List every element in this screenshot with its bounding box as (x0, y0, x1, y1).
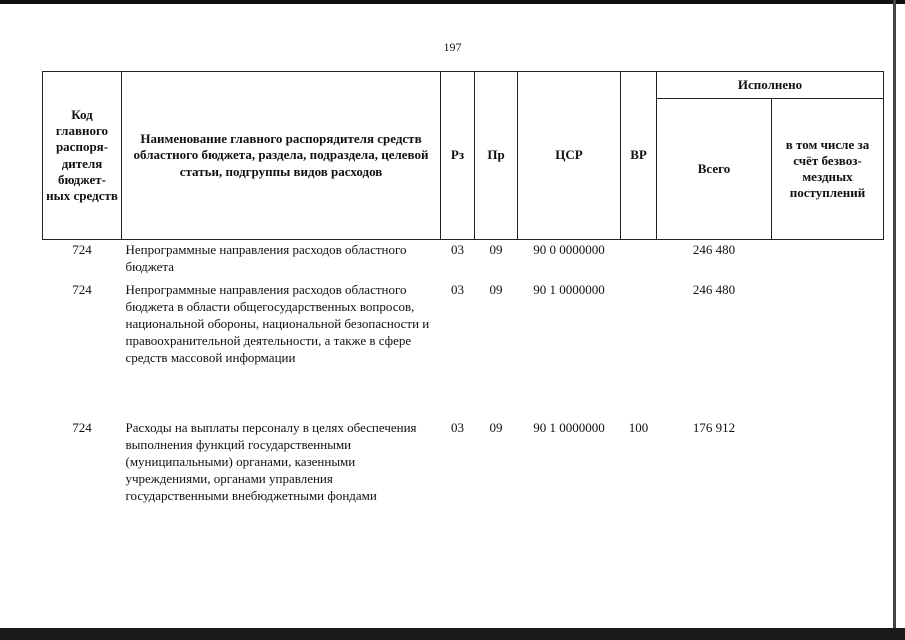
scan-border-bottom (0, 628, 905, 640)
header-csr: ЦСР (518, 72, 621, 240)
cell-total: 176 912 (692, 420, 736, 435)
scan-border-top (0, 0, 905, 4)
cell-pr: 09 (489, 242, 503, 257)
page-number: 197 (443, 40, 462, 54)
cell-rz: 03 (451, 420, 464, 435)
cell-name: Расходы на выплаты персоналу в целях обеспечения выполнения функций государственными (муниципальными) органами, казенными учреждениями, органами управления государственными внебюджетными фондами (125, 420, 417, 503)
header-incl-free: в том числе за счёт безвоз-мездных поступлений (772, 99, 884, 240)
cell-code: 724 (72, 282, 92, 297)
cell-incl-free (772, 240, 884, 282)
cell-csr: 90 1 0000000 (533, 420, 605, 435)
cell-pr: 09 (489, 282, 503, 297)
header-name: Наименование главного распорядителя средств областного бюджета, раздела, подраздела, целевой статьи, подгруппы видов расходов (122, 72, 441, 240)
cell-incl-free (772, 419, 884, 579)
cell-incl-free (772, 281, 884, 419)
cell-name: Непрограммные направления расходов областного бюджета в области общегосударственных вопросов, национальной обороны, национальной безопасности и правоохранительной деятельности, а также в сфере средств массовой информации (125, 282, 430, 365)
cell-code: 724 (72, 242, 92, 257)
cell-code: 724 (72, 420, 92, 435)
cell-total: 246 480 (692, 282, 736, 297)
cell-vr (621, 240, 657, 282)
cell-vr (621, 281, 657, 419)
scan-border-right (893, 0, 896, 628)
table-row (43, 240, 884, 282)
header-vr: ВР (621, 72, 657, 240)
cell-vr: 100 (628, 420, 649, 435)
cell-pr: 09 (489, 420, 503, 435)
cell-rz: 03 (451, 282, 464, 297)
cell-csr: 90 1 0000000 (533, 282, 605, 297)
header-pr: Пр (475, 72, 518, 240)
table-row (43, 419, 884, 579)
header-code: Код главного распоря-дителя бюджет-ных средств (43, 72, 122, 240)
cell-rz: 03 (451, 242, 464, 257)
budget-table (42, 71, 884, 579)
header-total: Всего (657, 99, 772, 240)
cell-name: Непрограммные направления расходов областного бюджета (125, 242, 407, 274)
cell-csr: 90 0 0000000 (533, 242, 605, 257)
table-row (43, 281, 884, 419)
header-executed: Исполнено (657, 72, 884, 99)
cell-total: 246 480 (692, 242, 736, 257)
header-rz: Рз (441, 72, 475, 240)
